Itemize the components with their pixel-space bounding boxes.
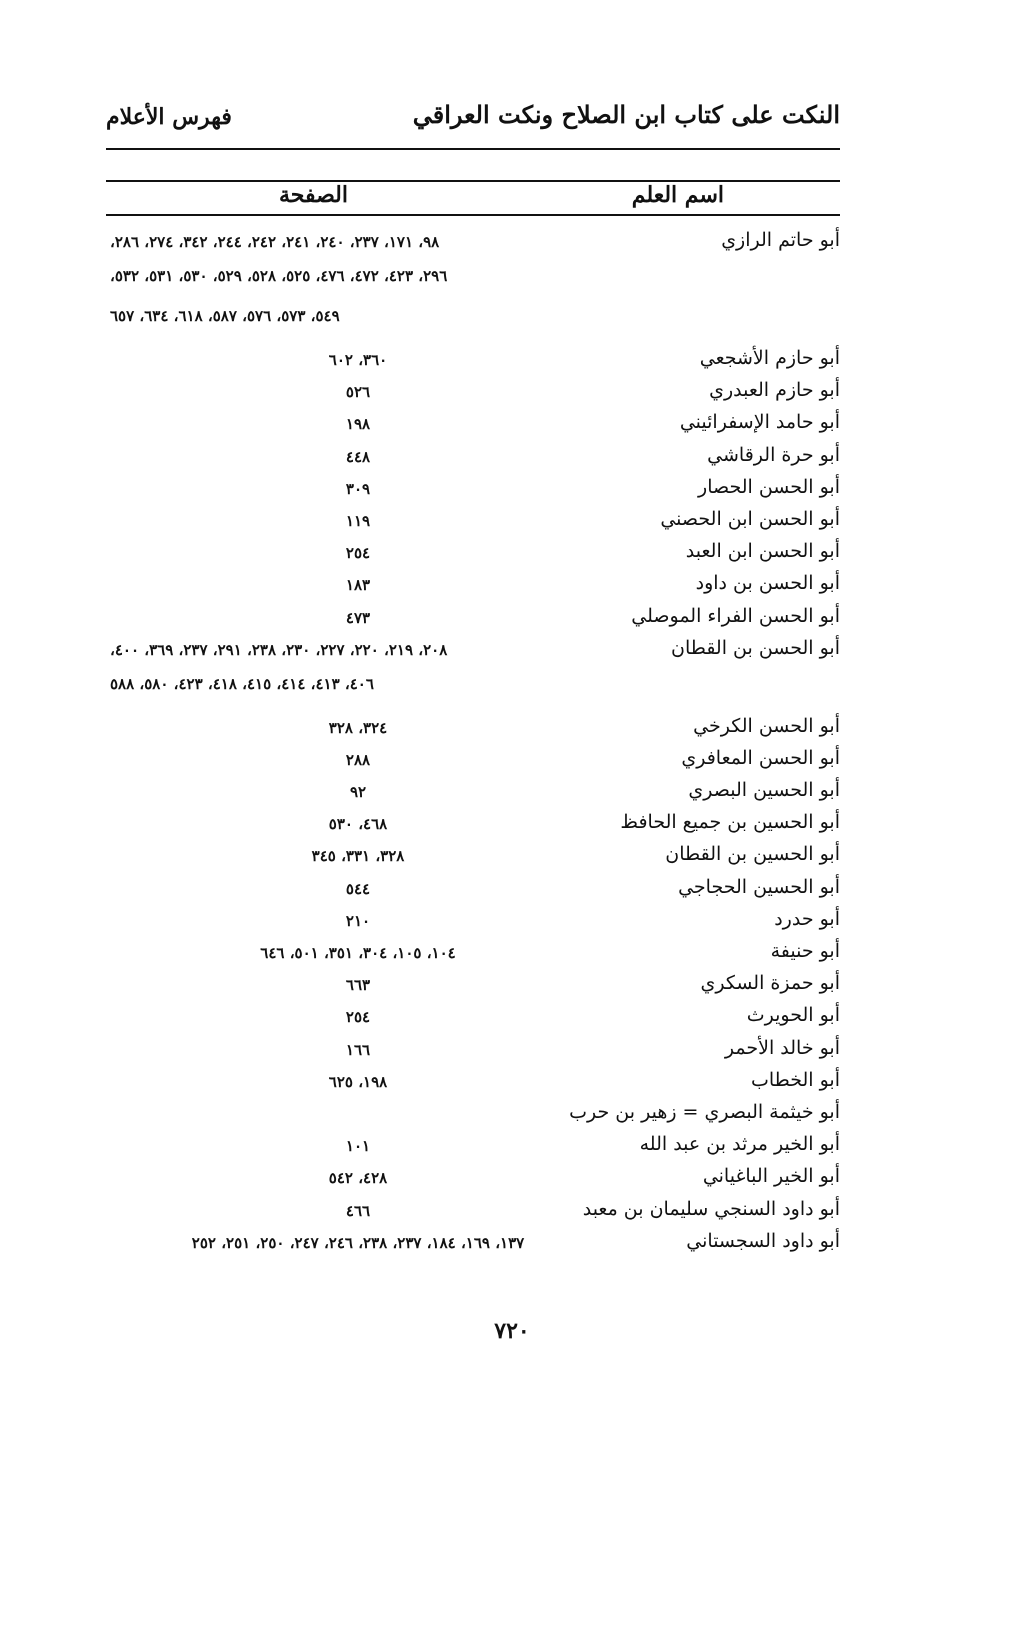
page-reference-line: ٣٠٩ [345,479,371,498]
page-reference-line: ٢١٠ [345,911,371,930]
page-references [106,1162,610,1192]
person-name: أبو الحسن بن القطان [670,636,840,659]
page-reference-line: ٢٥٤ [345,544,371,563]
page-reference-line: ٩٢ [349,783,367,802]
person-name: أبو حاتم الرازي [721,229,840,251]
person-name: أبو خالد الأحمر [724,1036,840,1059]
page-references [106,376,610,406]
page-references [106,1195,610,1225]
page-references [106,634,611,704]
page-reference-line: ٣٦٠، ٦٠٢ [328,351,388,369]
person-name: أبو حدرد [774,907,840,930]
page-reference-line: ١٦٦ [345,1040,371,1059]
page-references [106,1227,610,1257]
page-reference-line: ٦٦٣ [345,976,371,995]
page-references [106,937,610,967]
table-row [106,602,840,634]
table-row [106,1227,840,1259]
table-row [106,473,840,505]
column-header-name: اسم العلم [631,182,724,208]
page-references [106,905,610,935]
table-row [106,408,840,440]
person-name: أبو داود السجستاني [686,1229,840,1252]
person-name: أبو الخطاب [750,1068,840,1091]
page-reference-line: ١٨٣ [345,576,371,595]
page-reference-line: ٤٠٦، ٤١٣، ٤١٤، ٤١٥، ٤١٨، ٤٢٣، ٥٨٠، ٥٨٨ [110,674,374,693]
page-references [106,441,610,471]
page-references [106,744,610,774]
table-row [106,1195,840,1227]
page-number: ٧٢٠ [494,1318,530,1344]
page-references [106,602,610,632]
person-name: أبو خيثمة البصري = زهير بن حرب [569,1100,840,1123]
page-references [106,537,610,567]
page-reference-line: ١١٩ [345,511,371,530]
person-name: أبو حنيفة [770,940,840,962]
table-row [106,840,840,872]
page-references [106,1034,610,1064]
person-name: أبو الحسين الحجاجي [678,875,840,898]
table-row [106,808,840,840]
person-name: أبو الحسن بن داود [695,572,840,595]
page-references [106,712,610,742]
page-references [106,776,610,806]
index-table-body [106,226,840,1259]
table-row [106,344,840,376]
page-reference-line: ٤٦٨، ٥٣٠ [328,815,388,834]
section-title: فهرس الأعلام [106,104,232,130]
person-name: أبو الحسين البصري [688,779,840,802]
page-reference-line: ٣٢٨، ٣٣١، ٣٤٥ [311,847,405,866]
table-row [106,1034,840,1066]
page-references [106,969,610,999]
table-row [106,905,840,937]
table-row [106,969,840,1001]
person-name: أبو الحسن المعافري [681,746,840,769]
table-row [106,873,840,905]
person-name: أبو حمزة السكري [700,972,840,995]
person-name: أبو الحسين بن القطان [665,843,840,866]
page-references [106,505,610,535]
page-references [106,569,610,599]
page-references [106,1066,610,1096]
page-reference-line: ٢٥٤ [345,1008,371,1027]
table-row [106,1066,840,1098]
table-header-rule [106,214,840,216]
table-row [106,712,840,744]
person-name: أبو حامد الإسفرائيني [679,411,840,434]
page-reference-line: ٢٩٦، ٤٢٣، ٤٧٢، ٤٧٦، ٥٢٥، ٥٢٨، ٥٢٩، ٥٣٠، ٥٣١، ٥٣٢، [110,267,448,285]
person-name: أبو الخير الباغياني [702,1165,840,1188]
page-references [106,808,610,838]
page-reference-line: ٢٨٨ [345,750,371,769]
table-row [106,744,840,776]
page-reference-line: ٤٧٣ [345,608,371,627]
page-references [106,344,610,374]
person-name: أبو داود السنجي سليمان بن معبد [582,1197,840,1220]
person-name: أبو حرة الرقاشي [707,443,840,466]
page-references [106,1001,610,1031]
table-row [106,776,840,808]
page-reference-line: ٥٤٤ [345,879,371,898]
table-row [106,937,840,969]
page-reference-line: ١٩٨، ٦٢٥ [328,1072,388,1091]
column-header-page: الصفحة [278,182,348,208]
table-row [106,226,840,336]
page-reference-line: ٤٢٨، ٥٤٢ [328,1169,388,1188]
book-title: النكت على كتاب ابن الصلاح ونكت العراقي [412,100,840,129]
page-reference-line: ٥٢٦ [345,383,371,402]
person-name: أبو الحسن الفراء الموصلي [631,604,840,627]
person-name: أبو الحسن ابن الحصني [660,507,840,530]
page-reference-line: ٢٠٨، ٢١٩، ٢٢٠، ٢٢٧، ٢٣٠، ٢٣٨، ٢٩١، ٢٣٧، ٣٦٩، ٤٠٠، [110,640,448,659]
table-row [106,1001,840,1033]
person-name: أبو الخير مرثد بن عبد الله [639,1133,840,1156]
header-rule [106,148,840,150]
person-name: أبو الحسن ابن العبد [685,540,840,563]
table-row [106,569,840,601]
page-reference-line: ١٠١ [345,1137,371,1156]
table-row [106,1130,840,1162]
person-name: أبو حازم العبدري [709,379,840,402]
person-name: أبو الحويرث [746,1004,840,1027]
page-reference-line: ٤٤٨ [345,447,371,466]
person-name: أبو الحسن الكرخي [693,714,840,737]
page-reference-line: ١٠٤، ١٠٥، ٣٠٤، ٣٥١، ٥٠١، ٦٤٦ [260,944,456,962]
table-row [106,441,840,473]
page-references [106,226,611,336]
page-reference-line: ١٩٨ [345,415,371,434]
page-reference-line: ٤٦٦ [345,1201,371,1220]
page-reference-line: ٥٤٩، ٥٧٣، ٥٧٦، ٥٨٧، ٦١٨، ٦٣٤، ٦٥٧ [110,307,340,325]
table-row [106,505,840,537]
page-references [106,408,610,438]
page-reference-line: ٣٢٤، ٣٢٨ [328,718,388,737]
person-name: أبو الحسن الحصار [698,475,840,498]
table-row [106,1162,840,1194]
page-references [106,873,610,903]
table-row [106,376,840,408]
table-row [106,537,840,569]
page-reference-line: ٩٨، ١٧١، ٢٣٧، ٢٤٠، ٢٤١، ٢٤٢، ٢٤٤، ٣٤٢، ٢٧٤، ٢٨٦، [110,233,440,251]
person-name: أبو حازم الأشجعي [699,347,840,369]
page-reference-line: ١٣٧، ١٦٩، ١٨٤، ٢٣٧، ٢٣٨، ٢٤٦، ٢٤٧، ٢٥٠، ٢٥١، ٢٥٢ [191,1233,525,1252]
page-references [106,1130,610,1160]
person-name: أبو الحسين بن جميع الحافظ [620,811,840,834]
table-row [106,1098,840,1130]
page-references [106,1098,610,1100]
page-references [106,473,610,503]
page-references [106,840,610,870]
table-row [106,634,840,704]
